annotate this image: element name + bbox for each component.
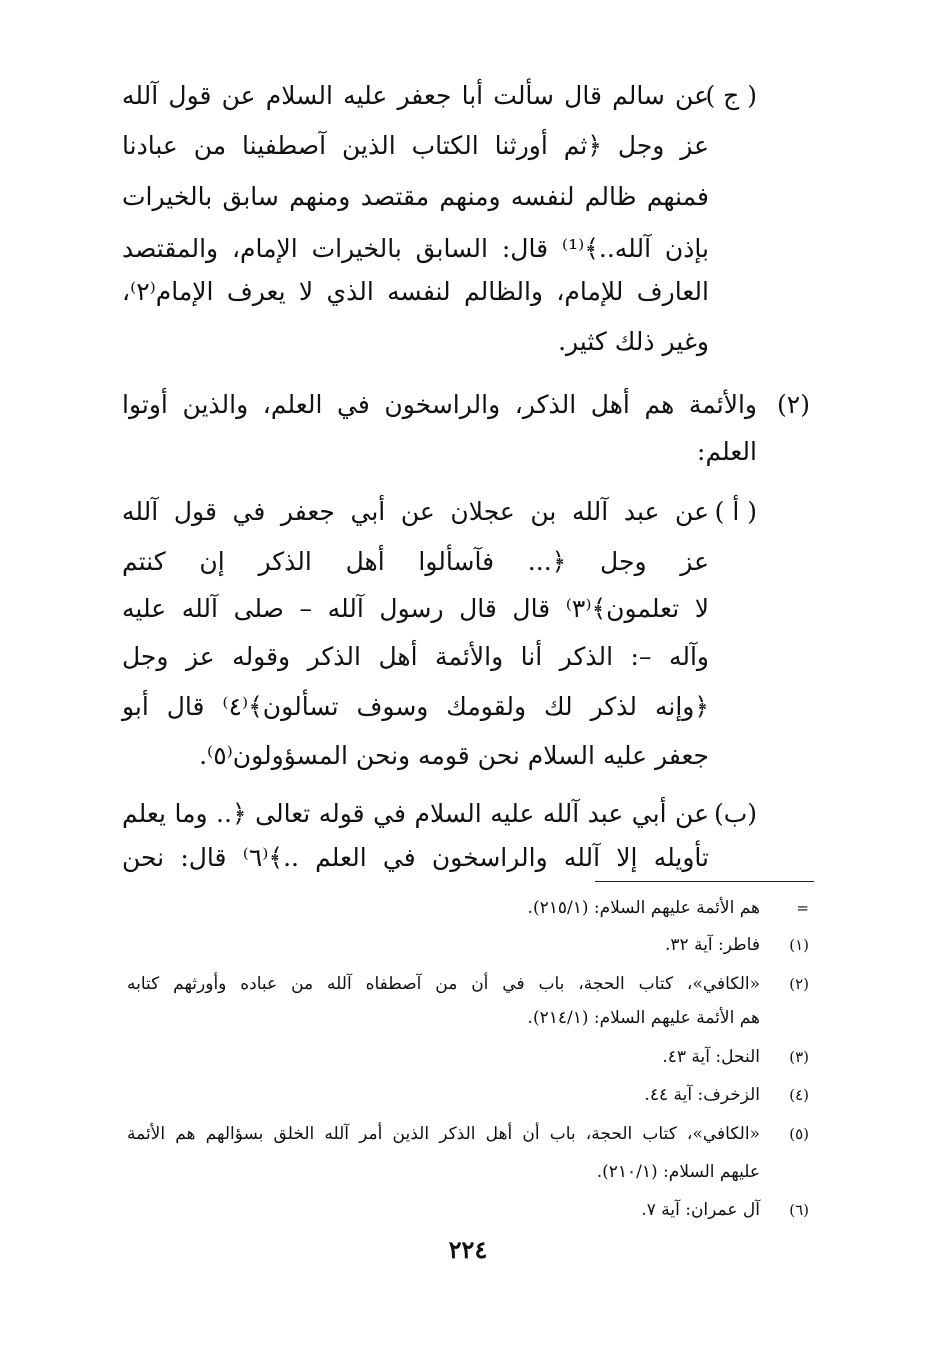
body-line: بإذن آلله..﴾⁽¹⁾ قال: السابق بالخيرات الإمام، والمقتصد bbox=[122, 234, 709, 263]
body-line: عن سالم قال سألت أبا جعفر عليه السلام عن قول آلله bbox=[122, 81, 709, 110]
body-line: والأئمة هم أهل الذكر، والراسخون في العلم، والذين أوتوا bbox=[122, 390, 757, 419]
body-line: عن أبي عبد آلله عليه السلام في قوله تعالى ﴿.. وما يعلم bbox=[122, 799, 709, 828]
body-line: عز وجل ﴿... فآسألوا أهل الذكر إن كنتم bbox=[122, 547, 709, 576]
body-line: فمنهم ظالم لنفسه ومنهم مقتصد ومنهم سابق بالخيرات bbox=[122, 182, 709, 211]
paragraph-label-2: (٢) bbox=[777, 390, 810, 419]
footnote-number: (١) bbox=[789, 936, 809, 954]
paragraph-label-b: (ب) bbox=[713, 799, 757, 828]
footnote-text: «الكافي»، كتاب الحجة، باب في أن من آصطفاه آلله من عباده وأورثهم كتابه bbox=[127, 974, 760, 994]
body-line: وآله –: الذكر أنا والأئمة أهل الذكر وقوله عز وجل bbox=[122, 642, 709, 671]
footnote-text: «الكافي»، كتاب الحجة، باب أن أهل الذكر الذين أمر آلله الخلق بسؤالهم هم الأئمة bbox=[127, 1124, 760, 1144]
paragraph-label-a: ( أ ) bbox=[714, 497, 757, 526]
footnote-text: عليهم السلام: (٢١٠/١). bbox=[596, 1162, 760, 1182]
page-number: ٢٢٤ bbox=[448, 1235, 488, 1264]
body-line: وغير ذلك كثير. bbox=[558, 327, 709, 356]
footnote-text: فاطر: آية ٣٢. bbox=[665, 935, 760, 955]
footnote-continuation-mark: = bbox=[796, 899, 809, 917]
body-line: ﴿وإنه لذكر لك ولقومك وسوف تسألون﴾⁽٤⁾ قال أبو bbox=[122, 692, 709, 721]
footnote-text: هم الأئمة عليهم السلام: (٢١٤/١). bbox=[527, 1008, 760, 1028]
body-line: لا تعلمون﴾⁽٣⁾ قال قال رسول آلله – صلى آلله عليه bbox=[122, 594, 710, 623]
footnote-number: (٤) bbox=[789, 1086, 809, 1104]
paragraph-label-j: ( ج ) bbox=[705, 81, 757, 110]
footnote-number: (٥) bbox=[789, 1125, 809, 1143]
body-line: جعفر عليه السلام نحن قومه ونحن المسؤولون⁽٥⁾. bbox=[199, 741, 709, 770]
footnote-text: آل عمران: آية ٧. bbox=[641, 1200, 760, 1220]
footnote-number: (٣) bbox=[789, 1048, 809, 1066]
body-line: عز وجل ﴿ثم أورثنا الكتاب الذين آصطفينا من عبادنا bbox=[122, 131, 709, 160]
footnote-number: (٦) bbox=[789, 1201, 809, 1219]
body-line: تأويله إلا آلله والراسخون في العلم ..﴾⁽٦⁾ قال: نحن bbox=[122, 843, 709, 872]
footnote-text: النحل: آية ٤٣. bbox=[662, 1047, 760, 1067]
body-line: عن عبد آلله بن عجلان عن أبي جعفر في قول آلله bbox=[122, 497, 709, 526]
footnote-text: الزخرف: آية ٤٤. bbox=[644, 1085, 760, 1105]
footnote-text: هم الأئمة عليهم السلام: (٢١٥/١). bbox=[527, 898, 760, 918]
footnote-number: (٢) bbox=[789, 975, 809, 993]
body-line: العارف للإمام، والظالم لنفسه الذي لا يعرف الإمام⁽٢⁾، bbox=[122, 277, 709, 306]
footnote-separator bbox=[595, 881, 814, 882]
body-line: العلم: bbox=[697, 437, 757, 466]
